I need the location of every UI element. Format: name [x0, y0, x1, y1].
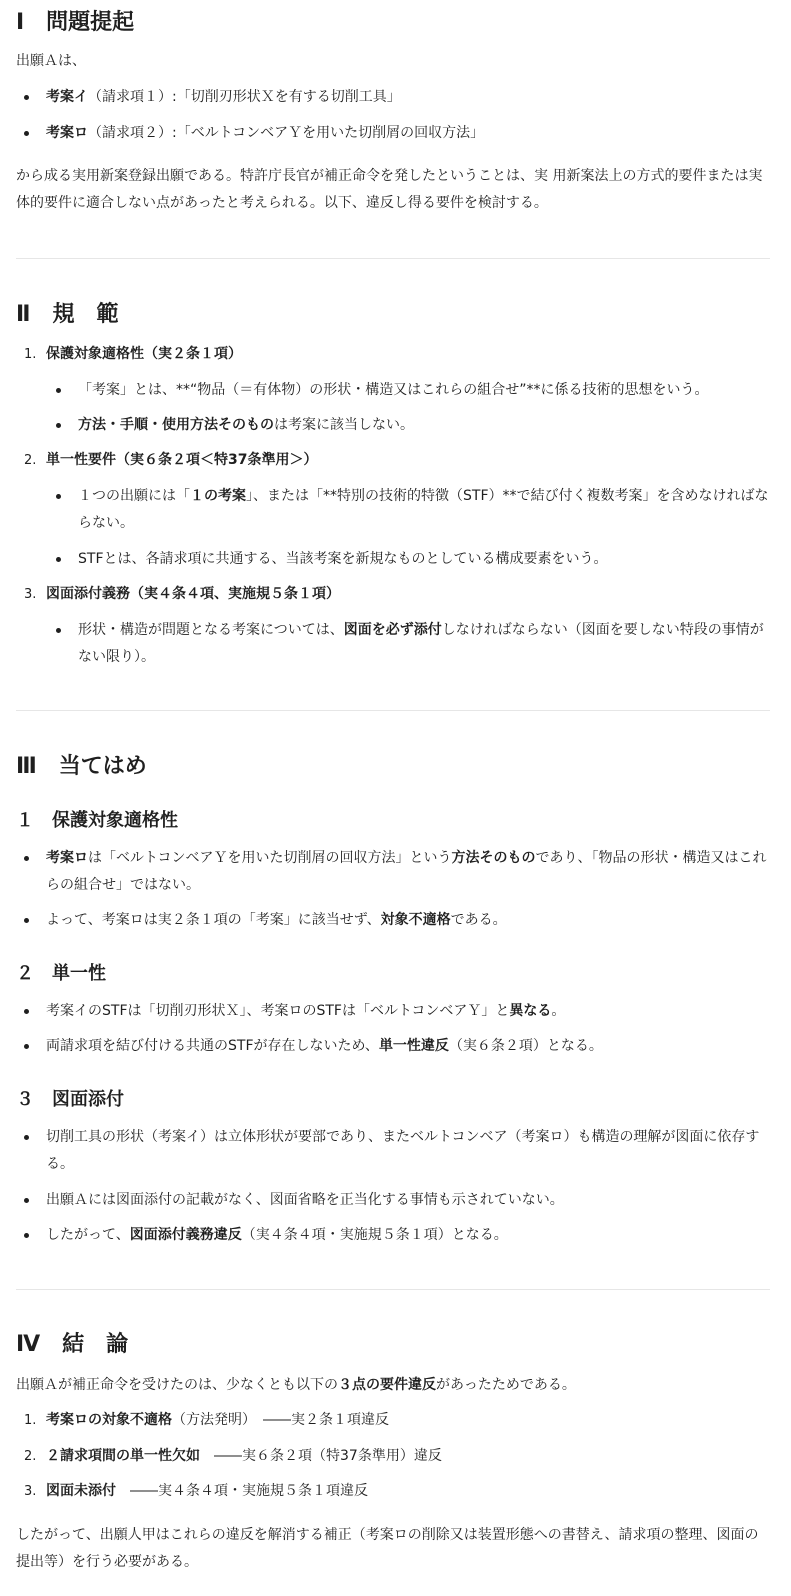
- list-item: 考案ロは「ベルトコンベアＹを用いた切削屑の回収方法」という方法そのものであり、「物品の形状・構造又はこれらの組合せ」ではない。: [46, 845, 770, 899]
- list-item: 形状・構造が問題となる考案については、図面を必ず添付しなければならない（図面を要しない特段の事情がない限り）。: [78, 617, 770, 671]
- divider: [16, 1289, 770, 1290]
- paragraph: 出願Ａが補正命令を受けたのは、少なくとも以下の３点の要件違反があったためである。: [16, 1377, 576, 1393]
- list-item: 1. 考案ロの対象不適格（方法発明） ――実２条１項違反: [24, 1412, 389, 1428]
- list-item: 3. 図面添付義務（実４条４項、実施規５条１項）: [24, 586, 340, 602]
- divider: [16, 710, 770, 711]
- list-item: １つの出願には「１の考案」、または「**特別の技術的特徴（STF）**で結び付く複数考案」を含めなければならない。: [78, 483, 770, 537]
- list-item: 1. 保護対象適格性（実２条１項）: [24, 346, 242, 362]
- list-item: 考案イ（請求項１）:「切削刃形状Ｘを有する切削工具」: [46, 84, 770, 111]
- list-item: 方法・手順・使用方法そのものは考案に該当しない。: [78, 412, 770, 439]
- list-item: したがって、図面添付義務違反（実４条４項・実施規５条１項）となる。: [46, 1222, 770, 1249]
- list-item: 2. ２請求項間の単一性欠如 ――実６条２項（特37条準用）違反: [24, 1448, 442, 1464]
- subsection-heading: ３ 図面添付: [16, 1089, 124, 1110]
- list-item: 出願Ａには図面添付の記載がなく、図面省略を正当化する事情も示されていない。: [46, 1187, 770, 1214]
- paragraph: から成る実用新案登録出願である。特許庁長官が補正命令を発したということは、実 用新案法上の方式的要件または実体的要件に適合しない点があったと考えられる。以下、違反し得る要件を検討する。: [16, 168, 763, 211]
- paragraph: 出願Ａは、: [16, 53, 86, 69]
- section-heading-1: Ⅰ 問題提起: [16, 10, 135, 35]
- paragraph: したがって、出願人甲はこれらの違反を解消する補正（考案ロの削除又は装置形態への書替え、請求項の整理、図面の提出等）を行う必要がある。: [16, 1527, 759, 1570]
- subsection-heading: ２ 単一性: [16, 963, 106, 984]
- section-heading-2: Ⅱ 規 範: [16, 302, 119, 327]
- list-item: 切削工具の形状（考案イ）は立体形状が要部であり、またベルトコンベア（考案ロ）も構造の理解が図面に依存する。: [46, 1124, 770, 1178]
- list-item: 3. 図面未添付 ――実４条４項・実施規５条１項違反: [24, 1483, 368, 1499]
- list-item: 考案ロ（請求項２）:「ベルトコンベアＹを用いた切削屑の回収方法」: [46, 120, 770, 147]
- list-item: よって、考案ロは実２条１項の「考案」に該当せず、対象不適格である。: [46, 907, 770, 934]
- divider: [16, 258, 770, 259]
- list-item: 「考案」とは、**“物品（＝有体物）の形状・構造又はこれらの組合せ”**に係る技術的思想をいう。: [78, 377, 770, 404]
- list-item: STFとは、各請求項に共通する、当該考案を新規なものとしている構成要素をいう。: [78, 546, 770, 573]
- section-heading-4: Ⅳ 結 論: [16, 1332, 129, 1357]
- subsection-heading: １ 保護対象適格性: [16, 810, 178, 831]
- list-item: 考案イのSTFは「切削刃形状Ｘ」、考案ロのSTFは「ベルトコンベアＹ」と異なる。: [46, 998, 770, 1025]
- list-item: 2. 単一性要件（実６条２項＜特37条準用＞）: [24, 452, 318, 468]
- list-item: 両請求項を結び付ける共通のSTFが存在しないため、単一性違反（実６条２項）となる。: [46, 1033, 770, 1060]
- section-heading-3: Ⅲ 当てはめ: [16, 754, 147, 779]
